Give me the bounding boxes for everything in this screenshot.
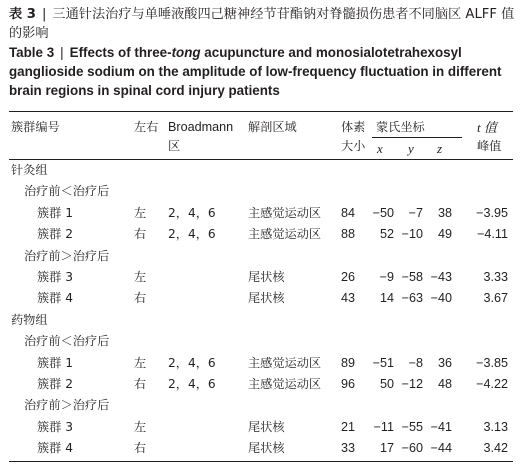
header-side: 左右 xyxy=(134,120,159,134)
row-voxel: 21 xyxy=(341,419,356,434)
row-mni-y: −55 xyxy=(401,419,423,434)
row-brodmann: 2，4，6 xyxy=(168,205,216,220)
row-voxel: 89 xyxy=(341,355,356,370)
row-cluster-id: 簇群 4 xyxy=(37,441,74,456)
header-voxel-size: 大小 xyxy=(341,139,366,153)
row-voxel: 96 xyxy=(341,377,356,391)
caption-cn-label: 表 3 xyxy=(9,7,36,22)
caption-en-label: Table 3 xyxy=(9,45,55,60)
row-mni-z: 38 xyxy=(437,205,452,220)
row-voxel: 88 xyxy=(341,227,356,242)
row-mni-x: 52 xyxy=(379,227,394,242)
row-side: 左 xyxy=(134,205,147,220)
row-mni-x: 50 xyxy=(379,377,394,391)
row-mni-z: 36 xyxy=(437,355,452,370)
row-brodmann: 2，4，6 xyxy=(168,377,216,391)
row-region: 主感觉运动区 xyxy=(248,355,322,370)
caption-separator: | xyxy=(60,45,64,60)
row-mni-y: −8 xyxy=(408,355,423,370)
row-voxel: 84 xyxy=(341,205,356,220)
row-mni-x: 17 xyxy=(379,441,394,456)
row-mni-x: −50 xyxy=(372,205,394,220)
row-mni-y: −60 xyxy=(401,441,423,456)
row-cluster-id: 簇群 4 xyxy=(37,291,74,306)
row-mni-x: −51 xyxy=(372,355,394,370)
row-region: 尾状核 xyxy=(248,441,285,456)
row-cluster-id: 簇群 2 xyxy=(37,227,74,242)
row-side: 左 xyxy=(134,419,147,434)
header-z: z xyxy=(437,141,443,156)
row-cluster-id: 簇群 2 xyxy=(37,377,74,391)
row-mni-z: 48 xyxy=(437,377,452,391)
row-region: 尾状核 xyxy=(248,291,285,306)
row-mni-y: −58 xyxy=(401,270,423,284)
row-t-peak: 3.42 xyxy=(483,441,508,456)
caption-cn-text: 三通针法治疗与单唾液酸四己糖神经节苷酯钠对脊髓损伤患者不同脑区 ALFF 值的影响 xyxy=(9,7,515,41)
header-x: x xyxy=(377,141,383,156)
row-cluster-id: 簇群 1 xyxy=(37,355,74,370)
header-brodmann-area: 区 xyxy=(168,139,181,153)
subgroup-label: 治疗前＞治疗后 xyxy=(24,398,110,413)
row-region: 主感觉运动区 xyxy=(248,227,322,242)
table-bottom-rule xyxy=(9,461,513,462)
row-side: 右 xyxy=(134,377,147,391)
header-cluster: 簇群编号 xyxy=(11,120,60,134)
group-label: 药物组 xyxy=(11,312,48,327)
row-mni-y: −12 xyxy=(401,377,423,391)
row-cluster-id: 簇群 3 xyxy=(37,270,74,284)
group-label: 针灸组 xyxy=(11,163,48,177)
row-side: 右 xyxy=(134,291,147,306)
row-mni-z: −44 xyxy=(430,441,452,456)
caption-chinese xyxy=(9,5,515,43)
subgroup-label: 治疗前＜治疗后 xyxy=(24,334,110,349)
row-side: 左 xyxy=(134,355,147,370)
row-cluster-id: 簇群 1 xyxy=(37,205,74,220)
row-mni-z: −43 xyxy=(430,270,452,284)
row-region: 主感觉运动区 xyxy=(248,205,322,220)
caption-english xyxy=(9,43,515,100)
row-mni-x: 14 xyxy=(379,291,394,306)
row-cluster-id: 簇群 3 xyxy=(37,419,74,434)
row-t-peak: 3.13 xyxy=(483,419,508,434)
header-voxel: 体素 xyxy=(341,120,366,134)
row-mni-z: −41 xyxy=(430,419,452,434)
row-brodmann: 2，4，6 xyxy=(168,355,216,370)
header-t: t 值 xyxy=(477,120,497,135)
row-side: 右 xyxy=(134,227,147,242)
caption-en-post: acupuncture and monosialotetrahexosyl ganglioside sodium on the amplitude of low-frequency fluctuation in different brain regions in spinal cord injury patients xyxy=(9,45,502,98)
row-t-peak: −3.95 xyxy=(476,205,508,220)
header-region: 解剖区域 xyxy=(248,120,297,134)
header-mni: 蒙氏坐标 xyxy=(376,120,425,134)
row-mni-z: 49 xyxy=(437,227,452,242)
header-brodmann: Broadmann xyxy=(168,120,234,134)
row-mni-y: −7 xyxy=(408,205,423,220)
row-mni-y: −63 xyxy=(401,291,423,306)
caption-separator: | xyxy=(41,7,47,22)
row-voxel: 33 xyxy=(341,441,356,456)
row-t-peak: −4.22 xyxy=(476,377,508,391)
row-voxel: 26 xyxy=(341,270,356,284)
row-mni-z: −40 xyxy=(430,291,452,306)
header-y: y xyxy=(408,141,414,156)
row-region: 尾状核 xyxy=(248,270,285,284)
row-mni-y: −10 xyxy=(401,227,423,242)
row-side: 左 xyxy=(134,270,147,284)
row-t-peak: −3.85 xyxy=(476,355,508,370)
header-bottom-rule xyxy=(9,159,513,160)
row-mni-x: −11 xyxy=(373,419,394,434)
mni-sub-rule xyxy=(372,137,462,138)
row-region: 尾状核 xyxy=(248,419,285,434)
caption-en-italic: tong xyxy=(171,45,201,60)
subgroup-label: 治疗前＜治疗后 xyxy=(24,184,110,199)
row-mni-x: −9 xyxy=(379,270,394,284)
row-region: 主感觉运动区 xyxy=(248,377,322,391)
row-voxel: 43 xyxy=(341,291,356,306)
row-t-peak: 3.33 xyxy=(483,270,508,284)
header-peak: 峰值 xyxy=(477,139,502,153)
row-t-peak: 3.67 xyxy=(483,291,508,306)
row-t-peak: −4.11 xyxy=(477,227,508,242)
row-side: 右 xyxy=(134,441,147,456)
table-top-rule xyxy=(9,111,513,112)
subgroup-label: 治疗前＞治疗后 xyxy=(24,248,110,263)
row-brodmann: 2，4，6 xyxy=(168,227,216,242)
caption-en-pre: Effects of three- xyxy=(69,45,172,60)
